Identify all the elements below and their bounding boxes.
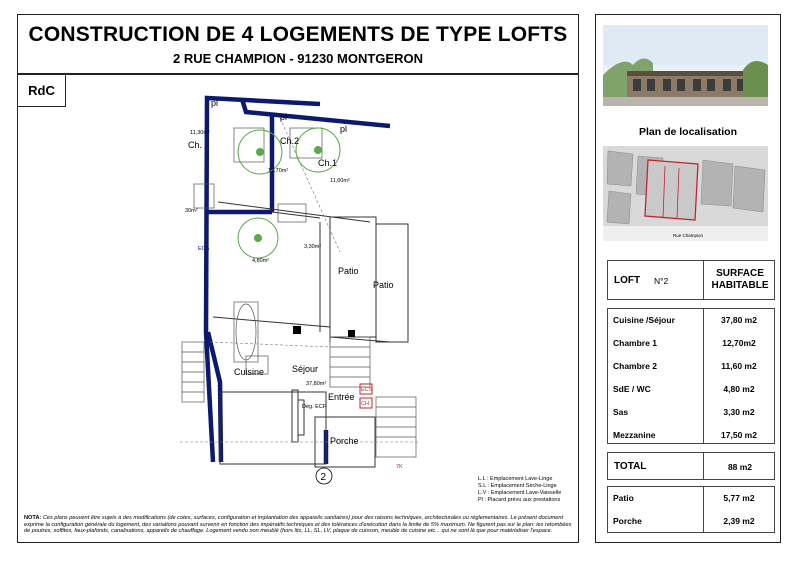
table-header	[607, 260, 775, 300]
location-plan-title: Plan de localisation	[638, 126, 738, 138]
legend-item: Pl : Placard prévu aux prestations	[478, 497, 561, 503]
room-label-entree: Entrée	[328, 392, 355, 402]
lot-number: 2	[320, 472, 327, 483]
label-ext: 7K	[396, 464, 403, 470]
room-label-patio: Patio	[373, 280, 394, 290]
area-label: 30m²	[185, 208, 198, 214]
legend-item: L.V : Emplacement Lave-Vaisselle	[478, 490, 562, 496]
total-label: TOTAL	[614, 461, 647, 472]
note-label: NOTA:	[24, 515, 42, 521]
label-ch: CH	[361, 401, 369, 407]
room-label-cuisine: Cuisine	[234, 367, 265, 377]
area-label: 4,80m²	[252, 258, 270, 264]
label-ecs: ECS	[198, 246, 210, 252]
table-row: Mezzanine 17,50 m2	[613, 430, 757, 440]
room-label-ch: Ch.	[188, 140, 203, 150]
area-label: 3,30m²	[304, 244, 322, 250]
room-label-ch2: Ch.2	[280, 136, 300, 146]
floor-plan	[180, 92, 420, 492]
loft-label: LOFT	[614, 275, 641, 286]
room-label-sejour: Séjour	[292, 364, 319, 374]
legend-item: L.L : Emplacement Lave-Linge	[478, 476, 553, 482]
map-street-label: Rue Champion	[673, 233, 704, 238]
room-label-pl: pl	[211, 98, 219, 108]
surface-header: HABITABLE	[711, 280, 769, 291]
table-row: Cuisine /Séjour 37,80 m2	[613, 315, 757, 325]
location-map	[603, 146, 768, 241]
room-label-porche: Porche	[330, 436, 359, 446]
building-rendering	[603, 25, 768, 106]
table-row: SdE / WC 4,80 m2	[613, 384, 755, 394]
level-label: RdC	[17, 74, 66, 107]
loft-number: N°2	[654, 276, 669, 286]
document-title: CONSTRUCTION DE 4 LOGEMENTS DE TYPE LOFTS	[28, 23, 568, 46]
legend-item: S.L : Emplacement Sèche-Linge	[478, 483, 557, 489]
document-address: 2 RUE CHAMPION - 91230 MONTGERON	[173, 51, 423, 66]
room-label-pl: pl	[340, 124, 348, 134]
table-row: Chambre 2 11,60 m2	[613, 361, 757, 371]
area-label: 11,60m²	[330, 178, 350, 184]
total-row	[607, 452, 775, 480]
note-text: Ces plans peuvent être sujets à des modifications (de cotes, surfaces, configuration et implantation des appareils sanitaires) pour des raisons techniques, architecturales ou réglementaires. Le présent document exprime la configuration générale du logement, des variations pouvant survenir en fonction des impératifs techniques et des tolérances d'exécution dans la limite de 5% maximum. Ne figurent pas sur le plan: les retombées de poutres, soffites, faux-plafonds, canalisations, appareils de chauffage. Logement vendu non meublé (hors lits, LL, SL, LV, plaque de cuisson, meuble de cuisine etc... qui ne sont là que pour matérialiser l'espace.	[24, 515, 572, 535]
total-value: 88 m2	[727, 462, 753, 472]
table-row: Chambre 1 12,70m2	[613, 338, 756, 348]
room-label-patio: Patio	[338, 266, 359, 276]
surface-header: SURFACE	[716, 268, 764, 279]
area-label: 12,70m²	[268, 168, 289, 174]
label-deg: Dég. ECF	[302, 404, 327, 410]
table-row: Sas 3,30 m2	[613, 407, 755, 417]
disclaimer-note	[24, 515, 574, 535]
area-label: 11,30m²	[190, 130, 210, 136]
area-label: 37,80m²	[306, 381, 327, 387]
label-ecs: ECS	[361, 387, 373, 393]
room-label-pl: pl	[280, 112, 288, 122]
table-row: Porche 2,39 m2	[613, 516, 755, 526]
title-block	[17, 14, 579, 74]
room-label-ch1: Ch.1	[318, 158, 338, 168]
table-row: Patio 5,77 m2	[613, 493, 755, 503]
abbreviations-legend	[478, 476, 561, 504]
